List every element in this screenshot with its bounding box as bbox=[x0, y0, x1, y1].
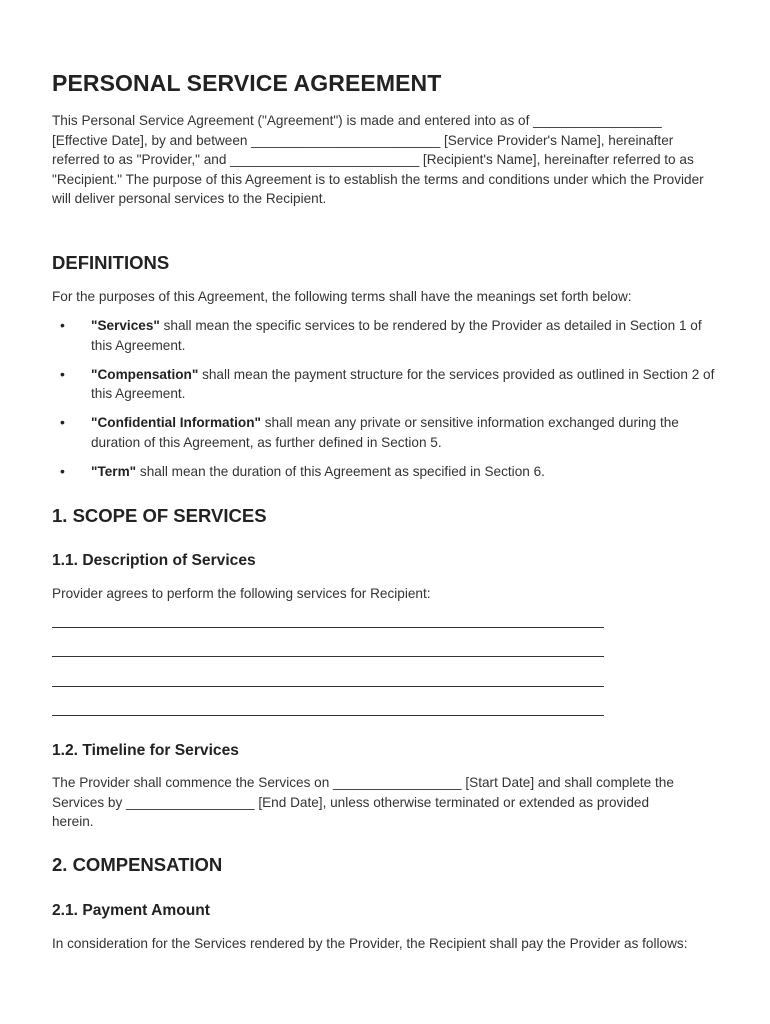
bullet-icon: • bbox=[60, 317, 65, 333]
definitions-list bbox=[52, 316, 720, 491]
timeline-text: The Provider shall commence the Services on _________________ [Start Date] and shall complete the Services by _________________ [End Date], unless otherwise terminated or extended as provided herein. bbox=[52, 775, 674, 830]
definition-term: "Compensation" bbox=[91, 366, 199, 382]
timeline-heading: 1.2. Timeline for Services bbox=[52, 742, 239, 759]
definition-term: "Confidential Information" bbox=[91, 415, 261, 431]
payment-amount-heading: 2.1. Payment Amount bbox=[52, 902, 210, 919]
payment-amount-text: In consideration for the Services rendered by the Provider, the Recipient shall pay the Provider as follows: bbox=[52, 936, 688, 951]
description-heading: 1.1. Description of Services bbox=[52, 552, 256, 569]
definition-text: shall mean the payment structure for the services provided as outlined in Section 2 of this Agreement. bbox=[91, 366, 715, 402]
definition-term: "Term" bbox=[91, 463, 137, 479]
intro-paragraph: This Personal Service Agreement ("Agreement") is made and entered into as of _________________ [Effective Date], by and between _________________________ [Service Provider's Name], hereinafter referred to as "Provider," and _________________________ [Recipient's Name], hereinafter referred to as "Recipient." The purpose of this Agreement is to establish the terms and conditions under which the Provider will deliver personal services to the Recipient. bbox=[52, 113, 704, 207]
service-description-line bbox=[52, 627, 604, 628]
scope-heading: 1. SCOPE OF SERVICES bbox=[52, 505, 267, 526]
definition-text: shall mean any private or sensitive information exchanged during the duration of this Agreement, as further defined in Section 5. bbox=[91, 415, 679, 450]
definition-item-term bbox=[52, 462, 720, 482]
definition-text: shall mean the duration of this Agreement as specified in Section 6. bbox=[136, 463, 545, 479]
service-description-line bbox=[52, 686, 604, 687]
bullet-icon: • bbox=[60, 462, 65, 479]
document-title: PERSONAL SERVICE AGREEMENT bbox=[52, 70, 442, 96]
definition-item-confidential-information bbox=[52, 413, 720, 452]
service-description-line bbox=[52, 656, 604, 657]
definition-item-compensation bbox=[52, 365, 720, 404]
bullet-icon: • bbox=[60, 414, 65, 431]
definitions-heading: DEFINITIONS bbox=[52, 252, 170, 273]
bullet-icon: • bbox=[60, 365, 65, 382]
compensation-heading: 2. COMPENSATION bbox=[52, 854, 223, 875]
definition-term: "Services" bbox=[91, 318, 160, 333]
service-description-line bbox=[52, 715, 604, 716]
description-text: Provider agrees to perform the following services for Recipient: bbox=[52, 586, 431, 601]
definition-item-services bbox=[52, 316, 720, 355]
definition-text: shall mean the specific services to be rendered by the Provider as detailed in Section 1 of this Agreement. bbox=[91, 318, 702, 353]
definitions-lead: For the purposes of this Agreement, the following terms shall have the meanings set forth below: bbox=[52, 289, 632, 304]
